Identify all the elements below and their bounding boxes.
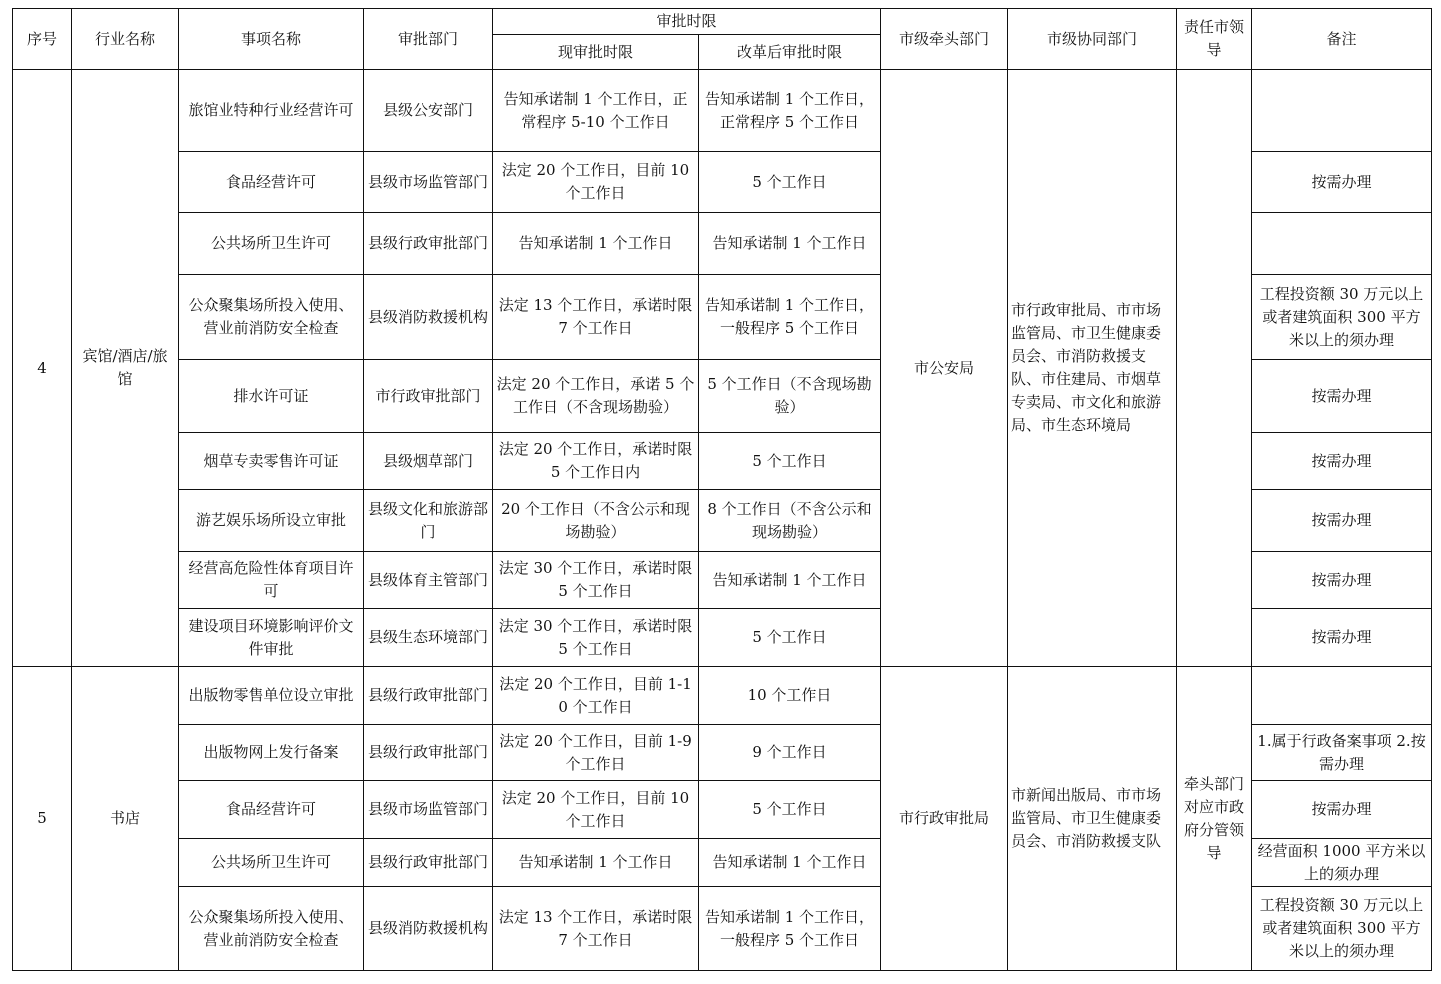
cell-item: 出版物网上发行备案 [179,725,364,781]
cell-reformed-time: 5 个工作日 [699,781,881,839]
cell-item: 烟草专卖零售许可证 [179,433,364,490]
cell-dept: 县级公安部门 [364,70,493,152]
cell-item: 公共场所卫生许可 [179,839,364,887]
cell-current-time: 20 个工作日（不含公示和现场勘验） [493,490,699,552]
cell-dept: 县级体育主管部门 [364,552,493,609]
cell-item: 公共场所卫生许可 [179,213,364,275]
cell-item: 建设项目环境影响评价文件审批 [179,609,364,667]
cell-current-time: 告知承诺制 1 个工作日 [493,839,699,887]
cell-current-time: 法定 30 个工作日，承诺时限 5 个工作日 [493,609,699,667]
cell-remark: 按需办理 [1252,490,1432,552]
header-remark: 备注 [1252,9,1432,70]
cell-reformed-time: 9 个工作日 [699,725,881,781]
header-seq: 序号 [13,9,72,70]
cell-remark: 1.属于行政备案事项 2.按需办理 [1252,725,1432,781]
cell-dept: 县级市场监管部门 [364,152,493,213]
cell-reformed-time: 告知承诺制 1 个工作日，一般程序 5 个工作日 [699,887,881,971]
cell-dept: 县级行政审批部门 [364,213,493,275]
cell-dept: 县级文化和旅游部门 [364,490,493,552]
cell-dept: 县级行政审批部门 [364,839,493,887]
cell-dept: 市行政审批部门 [364,360,493,433]
header-current-time: 现审批时限 [493,35,699,70]
cell-item: 经营高危险性体育项目许可 [179,552,364,609]
cell-reformed-time: 告知承诺制 1 个工作日，一般程序 5 个工作日 [699,275,881,360]
header-industry: 行业名称 [72,9,179,70]
cell-current-time: 法定 30 个工作日，承诺时限 5 个工作日 [493,552,699,609]
cell-remark: 按需办理 [1252,152,1432,213]
cell-current-time: 法定 20 个工作日，目前 1-10 个工作日 [493,667,699,725]
cell-reformed-time: 8 个工作日（不含公示和现场勘验） [699,490,881,552]
cell-reformed-time: 10 个工作日 [699,667,881,725]
cell-dept: 县级行政审批部门 [364,667,493,725]
cell-dept: 县级消防救援机构 [364,887,493,971]
cell-leader: 牵头部门对应市政府分管领导 [1177,667,1252,971]
cell-dept: 县级行政审批部门 [364,725,493,781]
cell-industry: 书店 [72,667,179,971]
cell-reformed-time: 5 个工作日 [699,609,881,667]
cell-coop-dept: 市新闻出版局、市市场监管局、市卫生健康委员会、市消防救援支队 [1008,667,1177,971]
cell-current-time: 法定 20 个工作日，承诺 5 个工作日（不含现场勘验） [493,360,699,433]
cell-current-time: 告知承诺制 1 个工作日 [493,213,699,275]
approval-table [12,8,1432,971]
table-row [13,70,1432,152]
cell-dept: 县级烟草部门 [364,433,493,490]
cell-item: 排水许可证 [179,360,364,433]
header-dept: 审批部门 [364,9,493,70]
header-reformed-time: 改革后审批时限 [699,35,881,70]
cell-reformed-time: 5 个工作日（不含现场勘验） [699,360,881,433]
cell-item: 旅馆业特种行业经营许可 [179,70,364,152]
cell-remark [1252,213,1432,275]
cell-dept: 县级市场监管部门 [364,781,493,839]
cell-current-time: 法定 20 个工作日，目前 10 个工作日 [493,152,699,213]
cell-reformed-time: 告知承诺制 1 个工作日 [699,552,881,609]
cell-item: 出版物零售单位设立审批 [179,667,364,725]
cell-item: 食品经营许可 [179,781,364,839]
cell-remark: 工程投资额 30 万元以上或者建筑面积 300 平方米以上的须办理 [1252,275,1432,360]
header-coop-dept: 市级协同部门 [1008,9,1177,70]
cell-dept: 县级生态环境部门 [364,609,493,667]
cell-remark [1252,667,1432,725]
cell-reformed-time: 5 个工作日 [699,152,881,213]
cell-seq: 4 [13,70,72,667]
cell-lead-dept: 市行政审批局 [881,667,1008,971]
header-lead-dept: 市级牵头部门 [881,9,1008,70]
cell-remark: 经营面积 1000 平方米以上的须办理 [1252,839,1432,887]
cell-reformed-time: 告知承诺制 1 个工作日 [699,839,881,887]
cell-item: 游艺娱乐场所设立审批 [179,490,364,552]
cell-reformed-time: 告知承诺制 1 个工作日，正常程序 5 个工作日 [699,70,881,152]
cell-remark [1252,70,1432,152]
cell-dept: 县级消防救援机构 [364,275,493,360]
table-body [13,70,1432,971]
cell-remark: 工程投资额 30 万元以上或者建筑面积 300 平方米以上的须办理 [1252,887,1432,971]
cell-current-time: 法定 20 个工作日，目前 10 个工作日 [493,781,699,839]
header-leader: 责任市领导 [1177,9,1252,70]
cell-leader [1177,70,1252,667]
cell-reformed-time: 5 个工作日 [699,433,881,490]
cell-current-time: 告知承诺制 1 个工作日，正常程序 5-10 个工作日 [493,70,699,152]
cell-coop-dept: 市行政审批局、市市场监管局、市卫生健康委员会、市消防救援支队、市住建局、市烟草专卖局、市文化和旅游局、市生态环境局 [1008,70,1177,667]
cell-remark: 按需办理 [1252,609,1432,667]
cell-current-time: 法定 20 个工作日，承诺时限 5 个工作日内 [493,433,699,490]
cell-industry: 宾馆/酒店/旅馆 [72,70,179,667]
cell-item: 公众聚集场所投入使用、营业前消防安全检查 [179,887,364,971]
cell-current-time: 法定 13 个工作日，承诺时限 7 个工作日 [493,887,699,971]
cell-remark: 按需办理 [1252,781,1432,839]
cell-item: 食品经营许可 [179,152,364,213]
table-header [13,9,1432,70]
cell-remark: 按需办理 [1252,360,1432,433]
cell-reformed-time: 告知承诺制 1 个工作日 [699,213,881,275]
cell-lead-dept: 市公安局 [881,70,1008,667]
cell-remark: 按需办理 [1252,552,1432,609]
cell-item: 公众聚集场所投入使用、营业前消防安全检查 [179,275,364,360]
cell-seq: 5 [13,667,72,971]
cell-current-time: 法定 20 个工作日，目前 1-9 个工作日 [493,725,699,781]
header-time-group: 审批时限 [493,9,881,35]
header-item: 事项名称 [179,9,364,70]
table-row [13,667,1432,725]
cell-remark: 按需办理 [1252,433,1432,490]
cell-current-time: 法定 13 个工作日，承诺时限 7 个工作日 [493,275,699,360]
